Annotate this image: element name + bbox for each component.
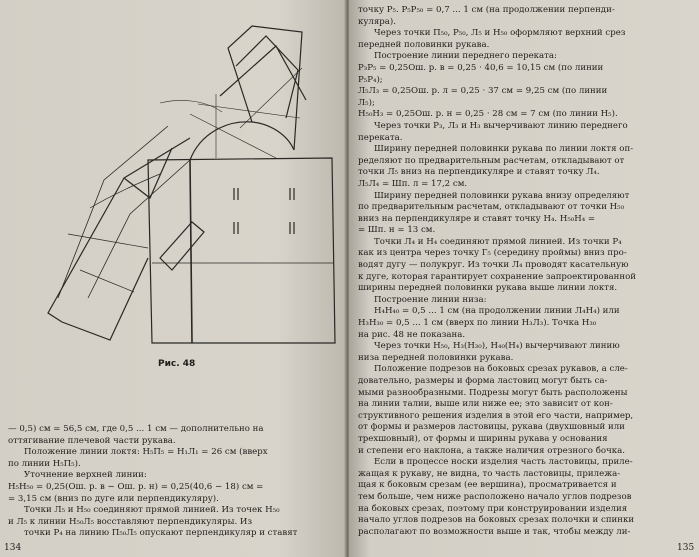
text-line: на боковых срезах, поэтому при конструировании изделия xyxy=(358,503,628,514)
page-number-left: 134 xyxy=(4,543,22,553)
pattern-drawing-figure xyxy=(40,8,340,353)
text-line: Н₅₀Н₃ = 0,25Ош. р. н = 0,25 · 28 см = 7 см (по линии Н₅). xyxy=(358,109,618,120)
text-line: Р₅Р₄); xyxy=(358,74,383,85)
text-line: Н₅Н₅₀ = 0,25(Ош. р. в − Ош. р. н) = 0,25(40,6 − 18) см = xyxy=(8,481,264,492)
text-line: Р₃Р₅ = 0,25Ош. р. в = 0,25 · 40,6 = 10,15 см (по линии xyxy=(358,62,604,73)
text-line: Положение линии локтя: Н₅П₅ = Н₁Л₁ = 26 см (вверх xyxy=(24,447,268,458)
text-line: начало углов подрезов на боковых срезах полочки и спинки xyxy=(358,515,635,526)
text-line: = Шп. н = 13 см. xyxy=(358,225,436,236)
text-line: от формы и размеров ластовицы, рукава (двухшовный или xyxy=(358,422,625,433)
left-page-text xyxy=(8,424,338,540)
text-line: структивного решения изделия в этой его части, например, xyxy=(358,410,634,421)
text-line: Точки Л₅ и Н₅₀ соединяют прямой линией. Из точек Н₅₀ xyxy=(24,505,280,516)
text-line: Построение линии переднего переката: xyxy=(374,51,557,62)
text-line: Ширину передней половинки рукава по линии локтя оп- xyxy=(374,144,634,155)
text-line: оттягивание плечевой части рукава. xyxy=(8,435,176,446)
text-line: на линии талии, выше или ниже ее; это зависит от кон- xyxy=(358,399,613,410)
right-page xyxy=(349,0,699,557)
text-line: точки Р₄ на линию П₅₀Л₅ опускают перпендикуляр и ставят xyxy=(24,528,298,539)
text-line: Ширину передней половинки рукава внизу определяют xyxy=(374,190,630,201)
text-line: как из центра через точку Г₅ (середину проймы) вниз про- xyxy=(358,248,627,259)
text-line: Если в процессе носки изделия часть ластовицы, приле- xyxy=(374,457,633,468)
text-line: жащая к рукаву, не видна, то часть ластовицы, прилежа- xyxy=(358,468,621,479)
text-line: и Л₅ к линии Н₅₀Л₅ восставляют перпендикуляры. Из xyxy=(8,516,253,527)
figure-caption: Рис. 48 xyxy=(158,359,196,369)
text-line: по предварительным расчетам, откладывают от точки Н₅₀ xyxy=(358,202,625,213)
page-number-right: 135 xyxy=(677,543,695,553)
text-line: и степени его наклона, а также наличия отрезного бочка. xyxy=(358,445,625,456)
right-page-text xyxy=(358,5,688,538)
text-line: тем больше, чем ниже расположено начало углов подрезов xyxy=(358,491,632,502)
text-line: мыми разнообразными. Подрезы могут быть расположены xyxy=(358,387,628,398)
text-line: к дуге, которая гарантирует сохранение запроектированной xyxy=(358,271,637,282)
text-line: низа передней половинки рукава. xyxy=(358,352,514,363)
text-line: — 0,5) см = 56,5 см, где 0,5 ... 1 см — дополнительно на xyxy=(8,424,264,434)
text-line: куляра). xyxy=(358,16,397,27)
text-line: Через точки П₅₀, Р₅₀, Л₅ и Н₅₀ оформляют верхний срез xyxy=(374,28,626,39)
text-line: Через точки Н₅₀, Н₃(Н₃₀), Н₄₀(Н₄) вычерчивают линию xyxy=(374,341,620,352)
text-line: Л₅); xyxy=(358,97,375,108)
text-line: Через точки Р₃, Л₃ и Н₃ вычерчивают линию переднего xyxy=(374,120,628,131)
text-line: Уточнение верхней линии: xyxy=(24,470,147,481)
text-line: трехшовный), от формы и ширины рукава у основания xyxy=(358,433,608,444)
text-line: переката. xyxy=(358,132,403,143)
text-line: вниз на перпендикуляре и ставят точку Н₄. Н₅₀Н₄ = xyxy=(358,213,596,224)
text-line: Построение линии низа: xyxy=(374,294,487,305)
left-page xyxy=(0,0,346,557)
text-line: располагают по возможности выше и так, чтобы между ли- xyxy=(358,526,631,537)
text-line: точку Р₅. Р₅Р₅₀ = 0,7 ... 1 см (на продолжении перпенди- xyxy=(358,5,615,15)
text-line: Н₃Н₃₀ = 0,5 ... 1 см (вверх по линии Н₃Л₃). Точка Н₃₀ xyxy=(358,318,597,329)
text-line: Н₄Н₄₀ = 0,5 ... 1 см (на продолжении линии Л₄Н₄) или xyxy=(374,306,620,317)
text-line: ределяют по предварительным расчетам, откладывают от xyxy=(358,155,625,166)
text-line: щая к боковым срезам (ее вершина), просматривается и xyxy=(358,480,617,491)
text-line: Положение подрезов на боковых срезах рукавов, а сле- xyxy=(374,364,628,375)
text-line: Точки Л₄ и Н₄ соединяют прямой линией. Из точки Р₄ xyxy=(374,236,622,247)
text-line: водят дугу — полукруг. Из точки Л₄ проводят касательную xyxy=(358,260,629,271)
text-line: Л₅Л₄ = Шп. л = 17,2 см. xyxy=(358,178,468,189)
text-line: ширины передней половинки рукава выше линии локтя. xyxy=(358,283,618,294)
text-line: = 3,15 см (вниз по дуге или перпендикуляру). xyxy=(8,493,219,504)
text-line: точки Л₅ вниз на перпендикуляре и ставят точку Л₄. xyxy=(358,167,600,178)
text-line: передней половинки рукава. xyxy=(358,39,490,50)
text-line: по линии Н₅П₅). xyxy=(8,458,81,469)
text-line: довательно, размеры и форма ластовиц могут быть са- xyxy=(358,376,608,386)
text-line: на рис. 48 не показана. xyxy=(358,329,466,340)
text-line: Л₅Л₃ = 0,25Ош. р. л = 0,25 · 37 см = 9,25 см (по линии xyxy=(358,86,608,97)
